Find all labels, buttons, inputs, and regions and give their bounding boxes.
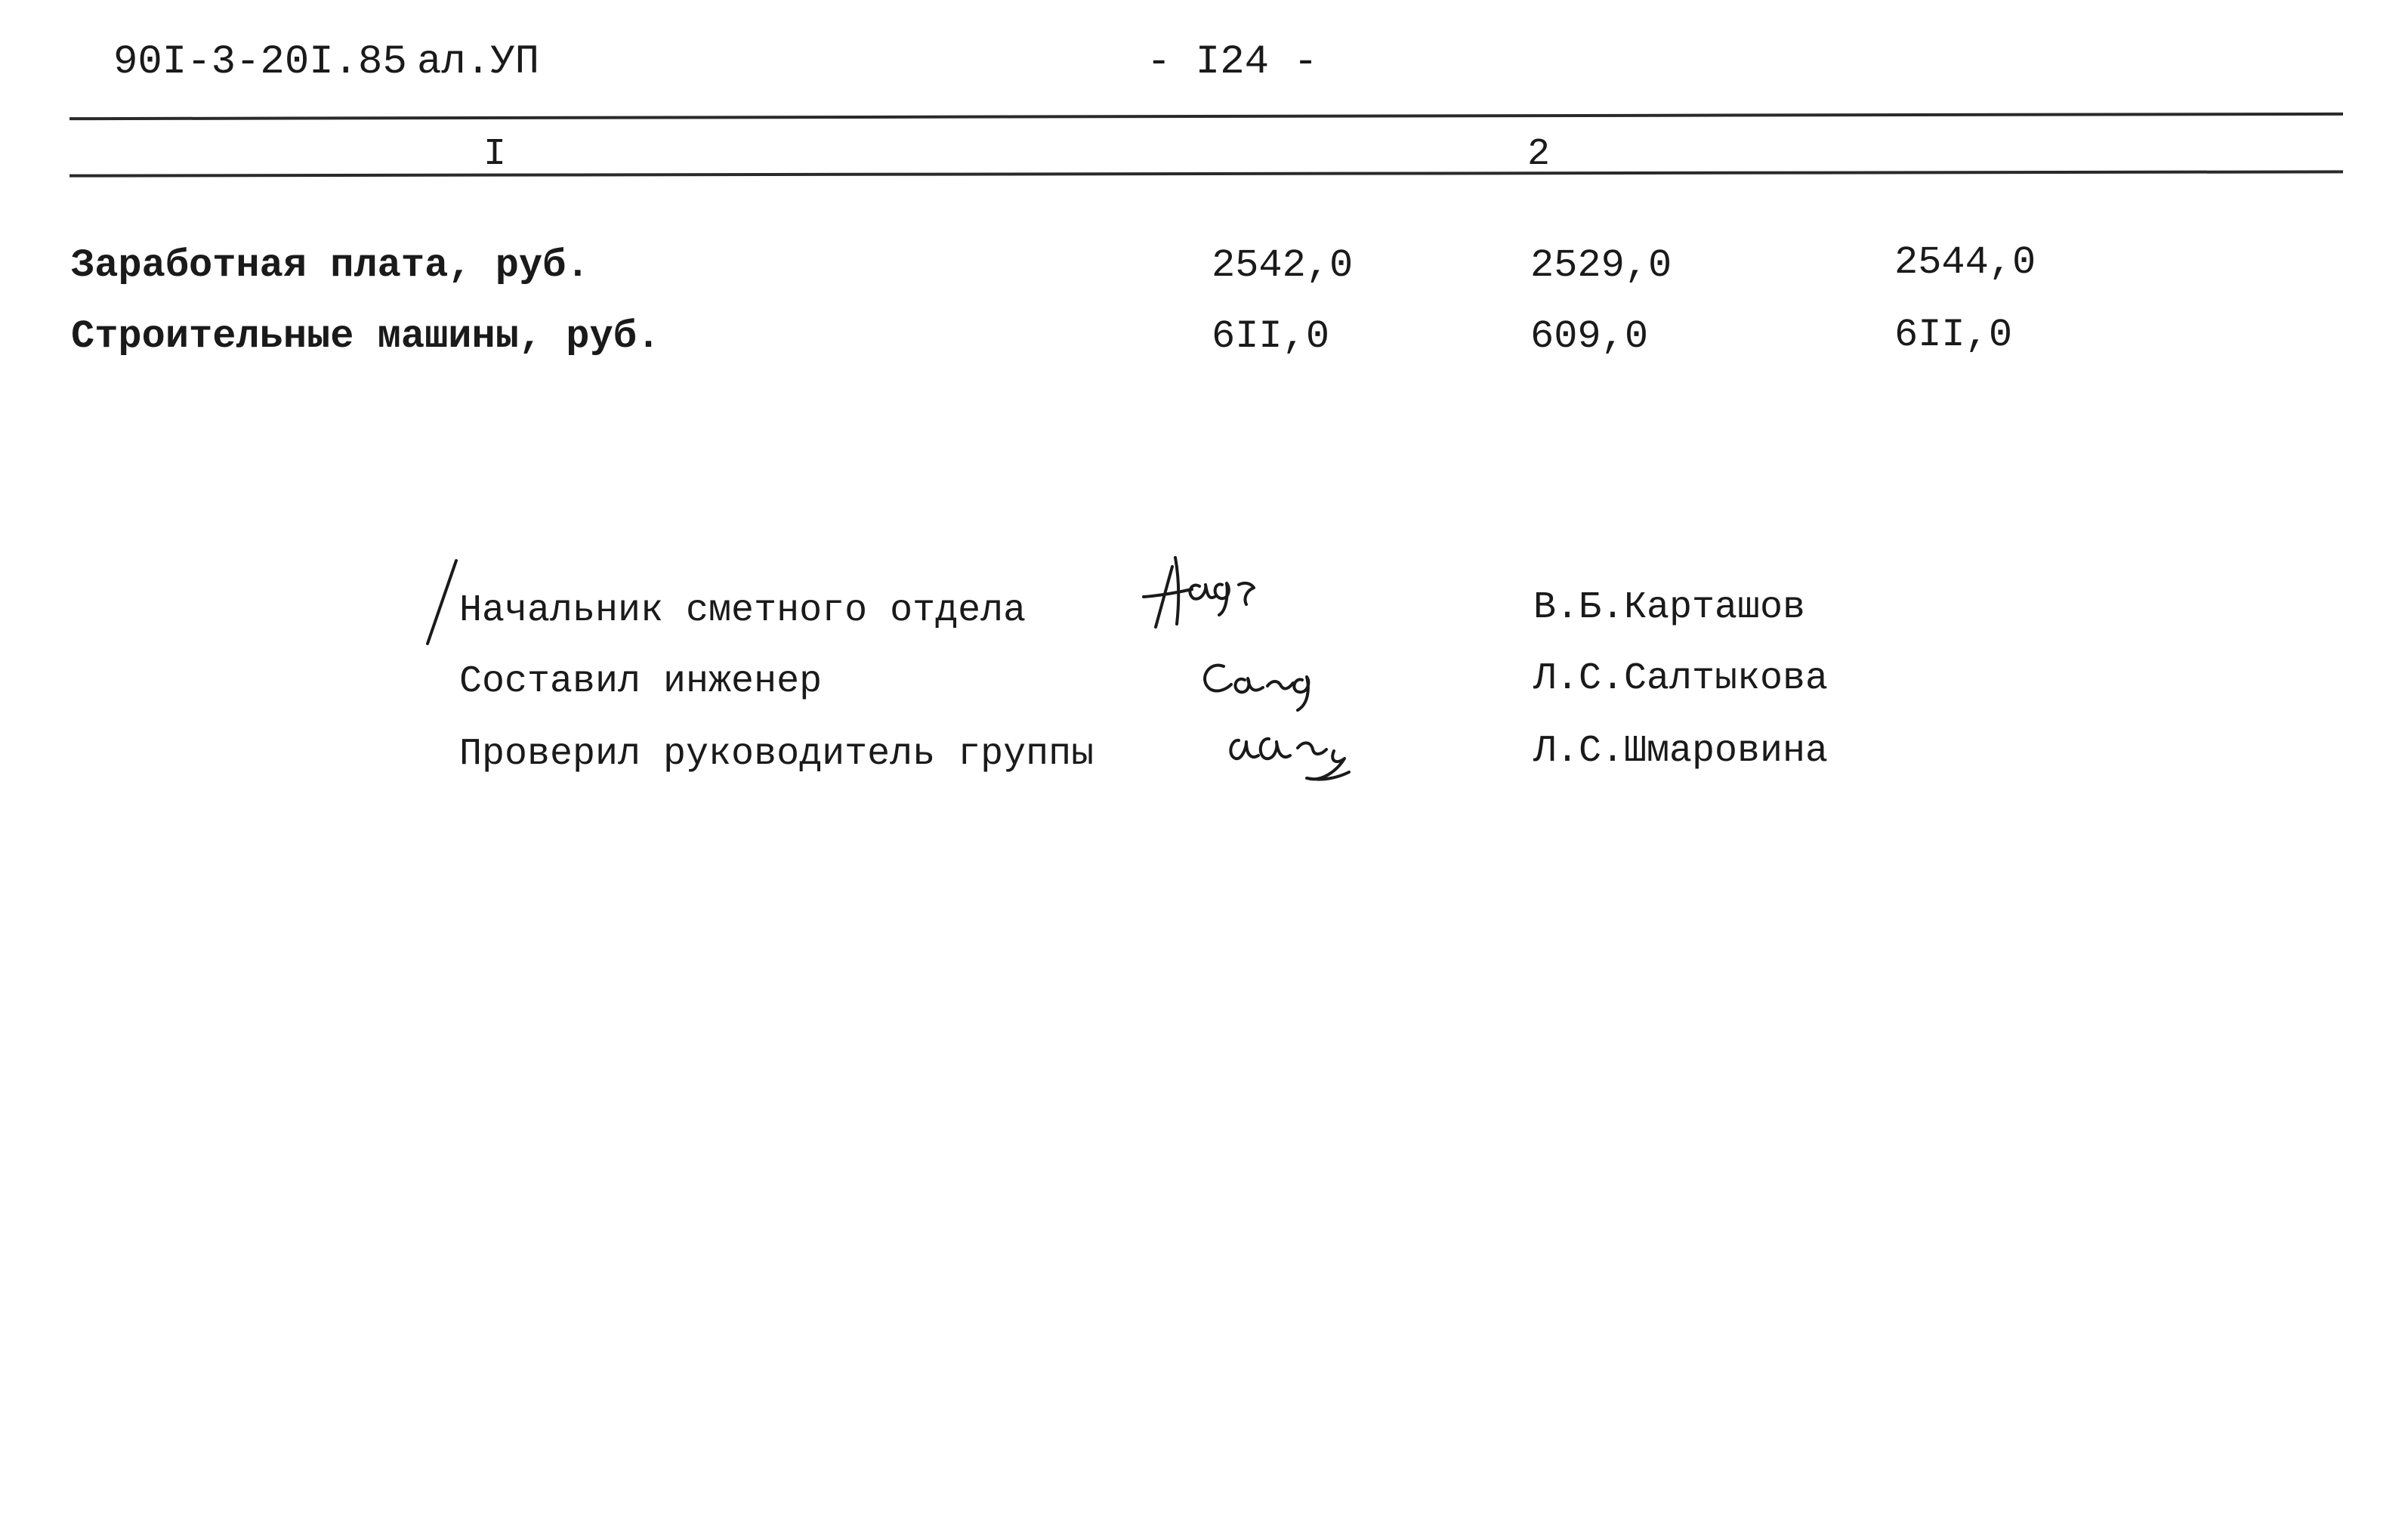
row-wages-value-2: 2529,0	[1530, 243, 1672, 288]
handwritten-signature-2	[1193, 650, 1329, 718]
margin-tick-mark	[423, 558, 461, 648]
page-number: - I24 -	[1147, 39, 1318, 85]
row-machines-value-1: 6II,0	[1212, 314, 1330, 359]
row-machines-value-2: 609,0	[1530, 314, 1649, 359]
table-header-bottom-rule	[69, 170, 2343, 177]
album-label: ал.УП	[417, 39, 540, 85]
document-code: 90I-3-20I.85	[113, 39, 407, 85]
signature-name-checker: Л.С.Шмаровина	[1533, 730, 1829, 773]
row-wages-value-3: 2544,0	[1894, 240, 2036, 285]
signature-name-engineer: Л.С.Салтыкова	[1533, 657, 1829, 700]
row-wages-value-1: 2542,0	[1212, 243, 1354, 288]
signature-role-head: Начальник сметного отдела	[459, 589, 1026, 632]
column-number-1: I	[483, 133, 507, 176]
row-machines-value-3: 6II,0	[1894, 313, 2013, 357]
row-label-wages: Заработная плата, руб.	[71, 243, 590, 288]
column-number-2: 2	[1527, 133, 1551, 176]
table-top-rule	[69, 113, 2343, 120]
signature-role-checker: Проверил руководитель группы	[459, 733, 1094, 776]
handwritten-signature-3	[1216, 718, 1367, 801]
row-label-machines: Строительные машины, руб.	[71, 314, 661, 359]
handwritten-signature-1	[1133, 551, 1284, 635]
signature-role-engineer: Составил инженер	[459, 660, 823, 703]
signature-name-head: В.Б.Карташов	[1533, 586, 1806, 629]
